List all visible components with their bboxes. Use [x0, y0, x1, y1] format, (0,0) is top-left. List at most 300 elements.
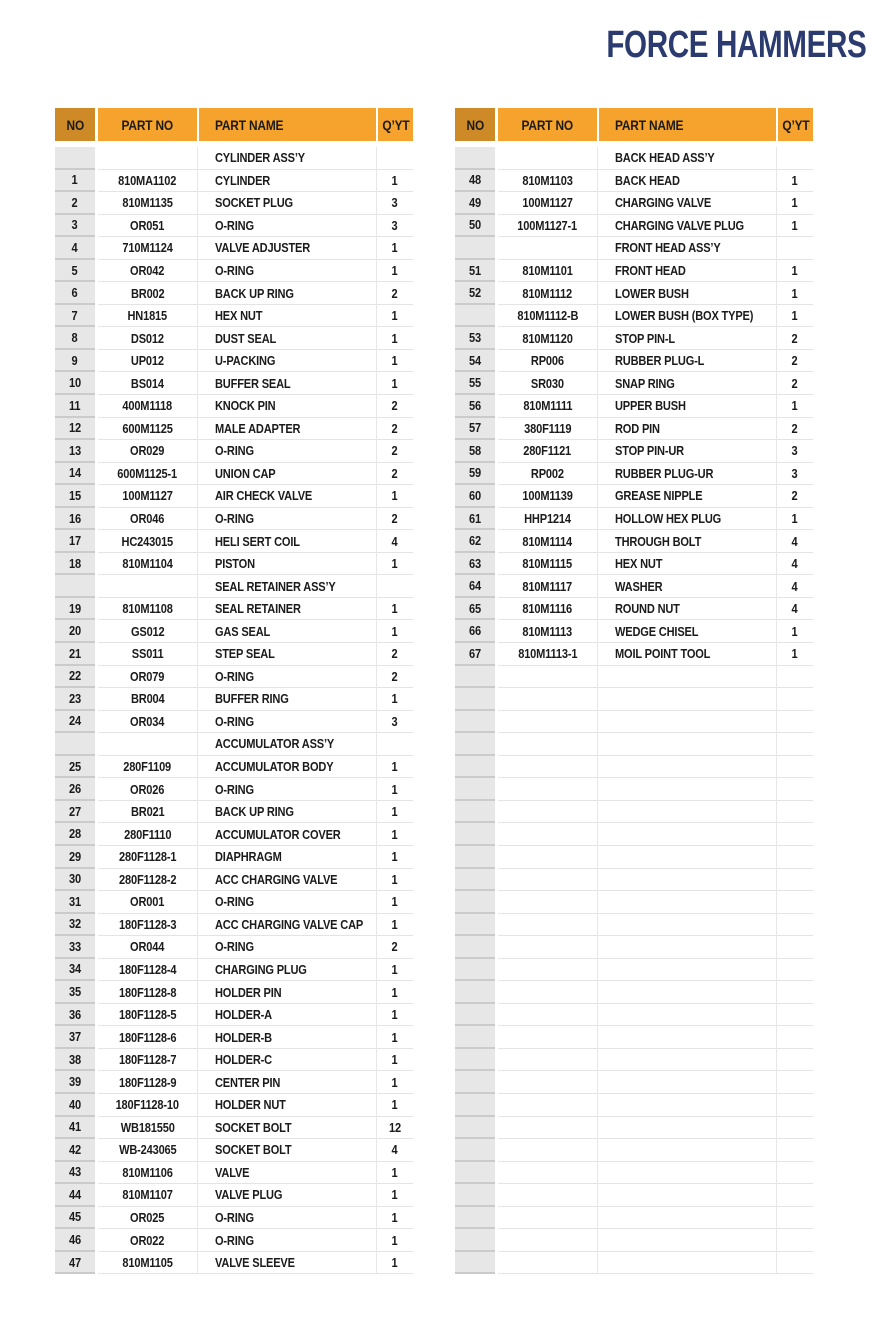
cell-no-text: 28 — [69, 826, 81, 842]
cell-part-name-text: SEAL RETAINER ASS’Y — [215, 578, 336, 594]
empty-row — [455, 869, 813, 892]
cell-part-no — [498, 1139, 597, 1162]
cell-part-no — [98, 237, 197, 260]
cell-qty-text: 2 — [792, 330, 798, 346]
table-row — [455, 372, 813, 395]
cell-part-no — [98, 147, 197, 170]
cell-no — [55, 891, 95, 914]
table-row — [55, 914, 413, 937]
cell-part-no-text: 810M1101 — [522, 263, 573, 278]
cell-qty-text: 1 — [392, 1074, 398, 1090]
cell-qty-text: 1 — [392, 330, 398, 346]
cell-part-name-text: O-RING — [215, 511, 254, 527]
cell-qty-text: 1 — [392, 781, 398, 797]
cell-qty-text: 2 — [792, 353, 798, 369]
cell-qty — [376, 260, 413, 283]
cell-no — [455, 823, 495, 846]
cell-qty — [376, 914, 413, 937]
cell-no — [455, 688, 495, 711]
cell-qty — [776, 418, 813, 441]
empty-row — [455, 688, 813, 711]
cell-qty-text: 3 — [392, 217, 398, 233]
cell-part-no-text: UP012 — [131, 353, 164, 369]
cell-qty — [376, 372, 413, 395]
cell-no — [55, 1026, 95, 1049]
cell-qty — [376, 192, 413, 215]
cell-part-no-text: OR001 — [130, 894, 165, 910]
cell-qty — [376, 1117, 413, 1140]
cell-no-text: 19 — [69, 600, 81, 616]
cell-qty-text: 1 — [392, 916, 398, 932]
tables-container — [55, 108, 813, 1274]
cell-no-text: 59 — [469, 465, 481, 481]
cell-part-name — [597, 1207, 776, 1230]
cell-part-name — [597, 170, 776, 193]
cell-part-name — [197, 553, 376, 576]
cell-qty — [776, 778, 813, 801]
cell-part-name — [597, 575, 776, 598]
cell-part-name — [197, 327, 376, 350]
cell-no — [455, 1162, 495, 1185]
cell-part-name — [597, 643, 776, 666]
cell-no — [455, 350, 495, 373]
cell-part-no-text: HN1815 — [127, 308, 168, 324]
cell-part-name — [597, 778, 776, 801]
cell-part-name — [197, 1004, 376, 1027]
cell-qty — [376, 959, 413, 982]
cell-qty — [376, 1162, 413, 1185]
cell-no-text: 57 — [469, 420, 481, 436]
cell-no-text: 43 — [69, 1164, 81, 1180]
cell-part-no — [498, 733, 597, 756]
table-row — [55, 530, 413, 553]
cell-part-no-text: 810MA1102 — [118, 172, 177, 188]
cell-qty — [776, 846, 813, 869]
table-row — [55, 395, 413, 418]
cell-part-no — [498, 147, 597, 170]
cell-part-no — [498, 1229, 597, 1252]
cell-qty-text: 1 — [392, 1007, 398, 1023]
cell-part-no-text: OR034 — [130, 713, 165, 729]
col-header-part-name — [597, 108, 776, 141]
cell-qty-text: 1 — [392, 1255, 398, 1271]
cell-part-no-text: 810M1116 — [522, 601, 573, 617]
cell-part-no — [498, 891, 597, 914]
cell-part-name-text: FRONT HEAD ASS’Y — [615, 240, 721, 256]
cell-no — [455, 192, 495, 215]
cell-part-name-text: SNAP RING — [615, 375, 675, 391]
cell-no — [55, 666, 95, 689]
cell-no — [55, 936, 95, 959]
cell-part-name — [197, 508, 376, 531]
col-header-no-label: NO — [466, 116, 484, 133]
cell-no — [55, 1252, 95, 1275]
cell-qty-text: 3 — [792, 465, 798, 481]
cell-no — [55, 575, 95, 598]
cell-no-text: 66 — [469, 623, 481, 639]
cell-no-text: 7 — [72, 307, 78, 323]
cell-part-name — [197, 869, 376, 892]
cell-part-name — [197, 1162, 376, 1185]
cell-part-no — [498, 418, 597, 441]
cell-qty-text: 1 — [392, 601, 398, 617]
cell-no — [455, 869, 495, 892]
cell-part-name-text: STEP SEAL — [215, 646, 275, 662]
cell-qty-text: 2 — [392, 420, 398, 436]
cell-part-no-text: 810M1106 — [122, 1164, 173, 1180]
cell-part-name-text: CHARGING VALVE — [615, 195, 712, 211]
cell-qty-text: 4 — [792, 556, 798, 572]
cell-qty-text: 4 — [792, 533, 798, 549]
cell-part-no-text: 280F1121 — [523, 443, 572, 459]
col-header-part-no-label: PART NO — [121, 116, 174, 133]
cell-part-name-text: BUFFER RING — [215, 691, 289, 707]
table-row — [55, 440, 413, 463]
cell-part-name — [197, 440, 376, 463]
cell-qty — [376, 846, 413, 869]
cell-part-name — [197, 756, 376, 779]
cell-part-no — [498, 215, 597, 238]
cell-qty — [776, 395, 813, 418]
cell-no — [455, 756, 495, 779]
table-row — [55, 305, 413, 328]
cell-qty — [376, 936, 413, 959]
cell-part-no — [98, 711, 197, 734]
cell-part-name — [197, 372, 376, 395]
cell-qty — [376, 147, 413, 170]
cell-part-no — [498, 553, 597, 576]
cell-part-name — [197, 1026, 376, 1049]
table-row — [55, 1049, 413, 1072]
cell-part-no-text: 180F1128-9 — [118, 1074, 177, 1090]
cell-part-name — [197, 1117, 376, 1140]
table-row — [455, 530, 813, 553]
cell-part-no — [98, 778, 197, 801]
col-header-no-label: NO — [66, 116, 84, 133]
cell-part-name-text: UPPER BUSH — [615, 398, 686, 414]
cell-part-no — [498, 959, 597, 982]
section-row — [55, 575, 413, 598]
cell-part-name — [197, 1252, 376, 1275]
cell-qty-text: 1 — [792, 217, 798, 233]
empty-row — [455, 1071, 813, 1094]
cell-part-no-text: SS011 — [131, 646, 164, 662]
cell-part-name — [597, 440, 776, 463]
cell-part-name — [197, 981, 376, 1004]
cell-part-name — [597, 372, 776, 395]
empty-row — [455, 891, 813, 914]
cell-part-name — [597, 733, 776, 756]
cell-part-no-text: HC243015 — [121, 533, 174, 549]
empty-row — [455, 1026, 813, 1049]
table-row — [55, 1252, 413, 1275]
empty-row — [455, 1117, 813, 1140]
table-row — [55, 463, 413, 486]
cell-no-text: 64 — [469, 578, 481, 594]
cell-part-no — [98, 959, 197, 982]
cell-part-no — [98, 914, 197, 937]
cell-no-text: 10 — [69, 375, 81, 391]
cell-part-name — [597, 350, 776, 373]
cell-part-no — [98, 756, 197, 779]
cell-no-text: 26 — [69, 781, 81, 797]
cell-part-name — [597, 981, 776, 1004]
cell-no-text: 44 — [69, 1186, 81, 1202]
cell-part-name-text: O-RING — [215, 668, 254, 684]
cell-part-name — [597, 147, 776, 170]
cell-qty — [776, 350, 813, 373]
cell-qty-text: 1 — [392, 308, 398, 324]
cell-qty — [776, 1071, 813, 1094]
cell-no — [55, 282, 95, 305]
cell-part-name — [597, 1094, 776, 1117]
cell-part-no — [498, 1004, 597, 1027]
cell-part-no — [498, 1049, 597, 1072]
section-row — [55, 733, 413, 756]
cell-no — [55, 959, 95, 982]
cell-part-name-text: FRONT HEAD — [615, 263, 686, 278]
cell-qty-text: 3 — [392, 195, 398, 211]
cell-part-name — [597, 666, 776, 689]
empty-row — [455, 1207, 813, 1230]
col-header-part-name — [197, 108, 376, 141]
cell-part-name — [597, 620, 776, 643]
cell-part-no — [98, 327, 197, 350]
table-row — [55, 981, 413, 1004]
cell-part-name-text: O-RING — [215, 781, 254, 797]
cell-part-name — [197, 147, 376, 170]
cell-no — [55, 508, 95, 531]
cell-qty-text: 2 — [792, 375, 798, 391]
cell-qty — [776, 508, 813, 531]
cell-part-name — [597, 1184, 776, 1207]
cell-qty-text: 1 — [392, 961, 398, 977]
cell-no-text: 47 — [69, 1254, 81, 1270]
cell-part-no — [498, 440, 597, 463]
cell-part-name-text: BACK UP RING — [215, 804, 294, 820]
table-row — [455, 282, 813, 305]
cell-no — [455, 418, 495, 441]
cell-part-no — [498, 372, 597, 395]
cell-part-no — [98, 620, 197, 643]
cell-part-no — [98, 530, 197, 553]
cell-qty-text: 12 — [389, 1119, 401, 1135]
cell-qty — [376, 1026, 413, 1049]
cell-qty-text: 1 — [392, 804, 398, 820]
cell-part-no-text: OR046 — [130, 511, 165, 527]
cell-qty — [376, 598, 413, 621]
cell-no-text: 2 — [72, 194, 78, 210]
cell-part-no-text: 810M1135 — [122, 195, 173, 211]
cell-no-text: 34 — [69, 961, 81, 977]
cell-qty — [776, 869, 813, 892]
col-header-qty — [776, 108, 813, 141]
cell-part-no-text: 810M1107 — [122, 1187, 173, 1203]
parts-table-right — [455, 108, 813, 1274]
cell-no-text: 67 — [469, 645, 481, 661]
cell-qty-text: 1 — [392, 871, 398, 887]
cell-no — [455, 1184, 495, 1207]
cell-no — [55, 823, 95, 846]
cell-part-name — [197, 1207, 376, 1230]
cell-part-no-text: 100M1127 — [522, 195, 573, 211]
cell-qty — [776, 823, 813, 846]
table-row — [55, 1071, 413, 1094]
cell-part-name — [197, 463, 376, 486]
cell-part-no-text: 600M1125-1 — [117, 465, 178, 481]
cell-part-name — [197, 620, 376, 643]
cell-part-name — [597, 1004, 776, 1027]
cell-qty — [376, 1049, 413, 1072]
cell-part-name — [197, 891, 376, 914]
cell-part-name-text: CHARGING PLUG — [215, 961, 307, 977]
cell-no-text: 50 — [469, 217, 481, 233]
cell-part-name — [197, 643, 376, 666]
cell-part-name — [197, 282, 376, 305]
cell-part-no — [98, 869, 197, 892]
cell-part-no-text: 810M1113 — [522, 623, 573, 639]
cell-part-name — [197, 846, 376, 869]
cell-qty-text: 1 — [392, 849, 398, 865]
cell-no-text: 9 — [72, 352, 78, 368]
cell-part-name-text: O-RING — [215, 1232, 254, 1248]
cell-part-no-text: 600M1125 — [122, 420, 173, 436]
cell-qty-text: 1 — [392, 375, 398, 391]
empty-row — [455, 801, 813, 824]
table-row — [55, 1207, 413, 1230]
cell-qty-text: 1 — [392, 172, 398, 188]
cell-part-no — [498, 508, 597, 531]
cell-part-no — [98, 372, 197, 395]
cell-no — [455, 914, 495, 937]
cell-no — [55, 418, 95, 441]
table-row — [455, 192, 813, 215]
cell-part-name-text: CHARGING VALVE PLUG — [615, 217, 744, 233]
cell-no-text: 49 — [469, 194, 481, 210]
cell-qty — [376, 418, 413, 441]
cell-qty-text: 1 — [392, 759, 398, 775]
cell-qty — [776, 598, 813, 621]
cell-part-no-text: OR029 — [130, 443, 165, 459]
table-row — [55, 778, 413, 801]
cell-qty — [776, 192, 813, 215]
cell-part-no — [98, 1184, 197, 1207]
cell-no-text: 65 — [469, 600, 481, 616]
table-row — [55, 1139, 413, 1162]
cell-no — [455, 1094, 495, 1117]
cell-part-name-text: THROUGH BOLT — [615, 533, 702, 549]
cell-no-text: 15 — [69, 487, 81, 503]
cell-part-no — [98, 1049, 197, 1072]
cell-part-name — [597, 463, 776, 486]
cell-qty — [776, 711, 813, 734]
cell-no — [55, 530, 95, 553]
table-row — [55, 869, 413, 892]
cell-qty-text: 1 — [392, 556, 398, 572]
empty-row — [455, 823, 813, 846]
cell-qty-text: 2 — [392, 939, 398, 955]
cell-part-name — [197, 688, 376, 711]
cell-part-no — [98, 846, 197, 869]
cell-qty-text: 1 — [392, 240, 398, 256]
col-header-part-name-label: PART NAME — [215, 116, 284, 133]
cell-part-name — [597, 282, 776, 305]
table-row — [55, 485, 413, 508]
cell-no — [455, 395, 495, 418]
cell-qty-text: 1 — [792, 308, 798, 324]
cell-no-text: 13 — [69, 442, 81, 458]
cell-qty — [376, 575, 413, 598]
cell-qty-text: 1 — [392, 1164, 398, 1180]
cell-part-no — [98, 395, 197, 418]
cell-qty — [376, 508, 413, 531]
cell-no-text: 33 — [69, 938, 81, 954]
cell-part-name — [197, 959, 376, 982]
cell-qty — [776, 733, 813, 756]
cell-part-name — [197, 1071, 376, 1094]
cell-part-no-text: BR021 — [130, 804, 165, 820]
cell-part-no — [498, 869, 597, 892]
cell-part-name — [597, 1049, 776, 1072]
cell-no — [455, 1229, 495, 1252]
cell-no — [55, 463, 95, 486]
cell-part-name-text: VALVE PLUG — [215, 1187, 283, 1203]
cell-part-name — [597, 1071, 776, 1094]
cell-no — [55, 1094, 95, 1117]
cell-part-no-text: BR004 — [130, 691, 165, 707]
cell-no — [55, 1162, 95, 1185]
cell-qty — [776, 914, 813, 937]
cell-no — [55, 1117, 95, 1140]
cell-part-name-text: ACCUMULATOR BODY — [215, 759, 334, 775]
cell-no — [455, 801, 495, 824]
cell-part-no — [98, 598, 197, 621]
cell-part-no — [98, 666, 197, 689]
cell-part-name — [197, 666, 376, 689]
cell-no-text: 17 — [69, 533, 81, 549]
cell-part-no-text: SR030 — [531, 375, 564, 391]
cell-part-no — [498, 305, 597, 328]
section-row — [455, 147, 813, 170]
cell-part-no — [98, 305, 197, 328]
cell-no-text: 30 — [69, 871, 81, 887]
cell-no — [55, 440, 95, 463]
cell-part-name-text: HOLDER-C — [215, 1052, 272, 1068]
cell-part-no — [98, 1117, 197, 1140]
cell-no-text: 55 — [469, 375, 481, 391]
cell-qty-text: 2 — [392, 465, 398, 481]
table-row — [55, 1094, 413, 1117]
cell-no — [455, 778, 495, 801]
cell-part-no-text: 810M1104 — [122, 556, 173, 572]
cell-part-name-text: O-RING — [215, 939, 254, 955]
cell-part-no — [498, 1207, 597, 1230]
cell-qty — [776, 620, 813, 643]
cell-part-name-text: WEDGE CHISEL — [615, 623, 699, 639]
table-row — [55, 620, 413, 643]
cell-qty — [376, 1207, 413, 1230]
cell-part-no-text: 710M1124 — [122, 240, 173, 256]
cell-part-no-text: OR025 — [130, 1209, 165, 1225]
cell-part-name-text: HEX NUT — [215, 308, 263, 324]
empty-row — [455, 711, 813, 734]
cell-qty — [776, 801, 813, 824]
cell-part-name — [597, 1252, 776, 1275]
cell-part-no — [498, 778, 597, 801]
empty-row — [455, 981, 813, 1004]
table-row — [55, 192, 413, 215]
cell-qty — [376, 756, 413, 779]
